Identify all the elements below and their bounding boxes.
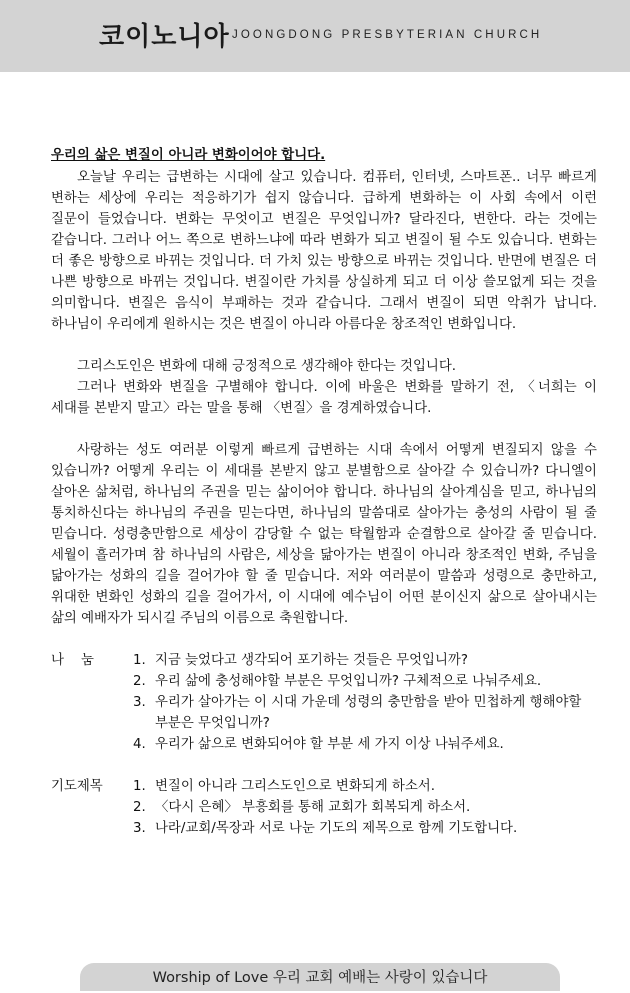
- list-item: [51, 692, 597, 734]
- item-text: 변질이 아니라 그리스도인으로 변화되게 하소서.: [155, 779, 435, 794]
- item-text: 우리 삶에 충성해야할 부분은 무엇입니까? 구체적으로 나눠주세요.: [155, 674, 542, 689]
- item-text: 우리가 삶으로 변화되어야 할 부분 세 가지 이상 나눠주세요.: [155, 737, 504, 752]
- list-item: [51, 818, 597, 839]
- list-item: [51, 671, 597, 692]
- item-number: 1.: [133, 779, 146, 794]
- item-text: 나라/교회/목장과 서로 나눈 기도의 제목으로 함께 기도합니다.: [155, 821, 518, 836]
- item-text: 우리가 살아가는 이 시대 가운데 성령의 충만함을 받아 민첩하게 행해야할 부분은 무엇입니까?: [155, 695, 582, 731]
- paragraph-gap: [51, 419, 597, 440]
- sharing-label: 나 눔: [51, 653, 94, 668]
- list-item: [51, 734, 597, 755]
- item-number: 3.: [133, 695, 146, 710]
- section-gap: [51, 755, 597, 776]
- article-paragraph-4: 사랑하는 성도 여러분 이렇게 빠르게 급변하는 시대 속에서 어떻게 변질되지 않을 수 있습니까? 어떻게 우리는 이 세대를 본받지 않고 분별함으로 살아갈 수 있습니까? 다니엘이 살아온 삶처럼, 하나님의 주권을 믿는 삶이어야 합니다. 하나님의 살아계심을 믿고, 하나님의 통치하신다는 하나님의 주권을 믿는다면, 하나님의 말씀대로 살아가는 충성의 사람이 될 줄 믿습니다. 성령충만함으로 세상이 감당할 수 없는 탁월함과 순결함으로 살아갈 줄 믿습니다. 세월이 흘러가며 참 하나님의 사람은, 세상을 닮아가는 변질이 아니라 창조적인 변화, 주님을 닮아가는 성화의 길을 걸어가야 할 줄 믿습니다. 저와 여러분이 말씀과 성령으로 충만하고, 위대한 변화인 성화의 길을 걸어가서, 이 시대에 예수님이 어떤 분이신지 삶으로 살아내시는 삶의 예배자가 되시길 주님의 이름으로 축원합니다.: [51, 443, 597, 626]
- prayer-section: [51, 776, 597, 839]
- item-number: 1.: [133, 653, 146, 668]
- prayer-label: 기도제목: [51, 779, 103, 794]
- item-number: 2.: [133, 674, 146, 689]
- brand-korean-title: 코이노니아: [99, 22, 230, 52]
- prayer-list: [51, 776, 597, 839]
- item-number: 2.: [133, 800, 146, 815]
- article-paragraph-3: 그러나 변화와 변질을 구별해야 합니다. 이에 바울은 변화를 말하기 전, 〈너희는 이 세대를 본받지 말고〉라는 말을 통해 〈변질〉을 경계하였습니다.: [51, 380, 597, 416]
- sharing-list: [51, 650, 597, 755]
- list-item: [51, 650, 597, 671]
- item-text: 지금 늦었다고 생각되어 포기하는 것들은 무엇입니까?: [155, 653, 468, 668]
- article-title: 우리의 삶은 변질이 아니라 변화이어야 합니다.: [51, 148, 326, 163]
- article-content: [51, 145, 597, 839]
- item-number: 4.: [133, 737, 146, 752]
- brand-english-subtitle: JOONGDONG PRESBYTERIAN CHURCH: [232, 29, 543, 41]
- sharing-section: [51, 650, 597, 755]
- item-number: 3.: [133, 821, 146, 836]
- page-header: [0, 0, 630, 72]
- article-paragraph-2: 그리스도인은 변화에 대해 긍정적으로 생각해야 한다는 것입니다.: [77, 359, 457, 374]
- item-text: 〈다시 은혜〉 부흥회를 통해 교회가 회복되게 하소서.: [155, 800, 471, 815]
- list-item: [51, 797, 597, 818]
- footer-banner: Worship of Love 우리 교회 예배는 사랑이 있습니다: [80, 963, 560, 991]
- list-item: [51, 776, 597, 797]
- paragraph-gap: [51, 335, 597, 356]
- article-paragraph-1: 오늘날 우리는 급변하는 시대에 살고 있습니다. 컴퓨터, 인터넷, 스마트폰.. 너무 빠르게 변하는 세상에 우리는 적응하기가 쉽지 않습니다. 급하게 변화하는 이 사회 속에서 이런 질문이 들었습니다. 변화는 무엇이고 변질은 무엇입니까? 달라진다, 변한다. 라는 것에는 같습니다. 그러나 어느 쪽으로 변하느냐에 따라 변화가 되고 변질이 될 수도 있습니다. 변화는 더 좋은 방향으로 바뀌는 것입니다. 더 가치 있는 방향으로 바뀌는 것입니다. 반면에 변질은 더 나쁜 방향으로 바뀌는 것입니다. 변질이란 가치를 상실하게 되고 더 이상 쓸모없게 되는 것을 의미합니다. 변질은 음식이 부패하는 것과 같습니다. 그래서 변질이 되면 악취가 납니다. 하나님이 우리에게 원하시는 것은 변질이 아니라 아름다운 창조적인 변화입니다.: [51, 170, 597, 332]
- paragraph-gap: [51, 629, 597, 650]
